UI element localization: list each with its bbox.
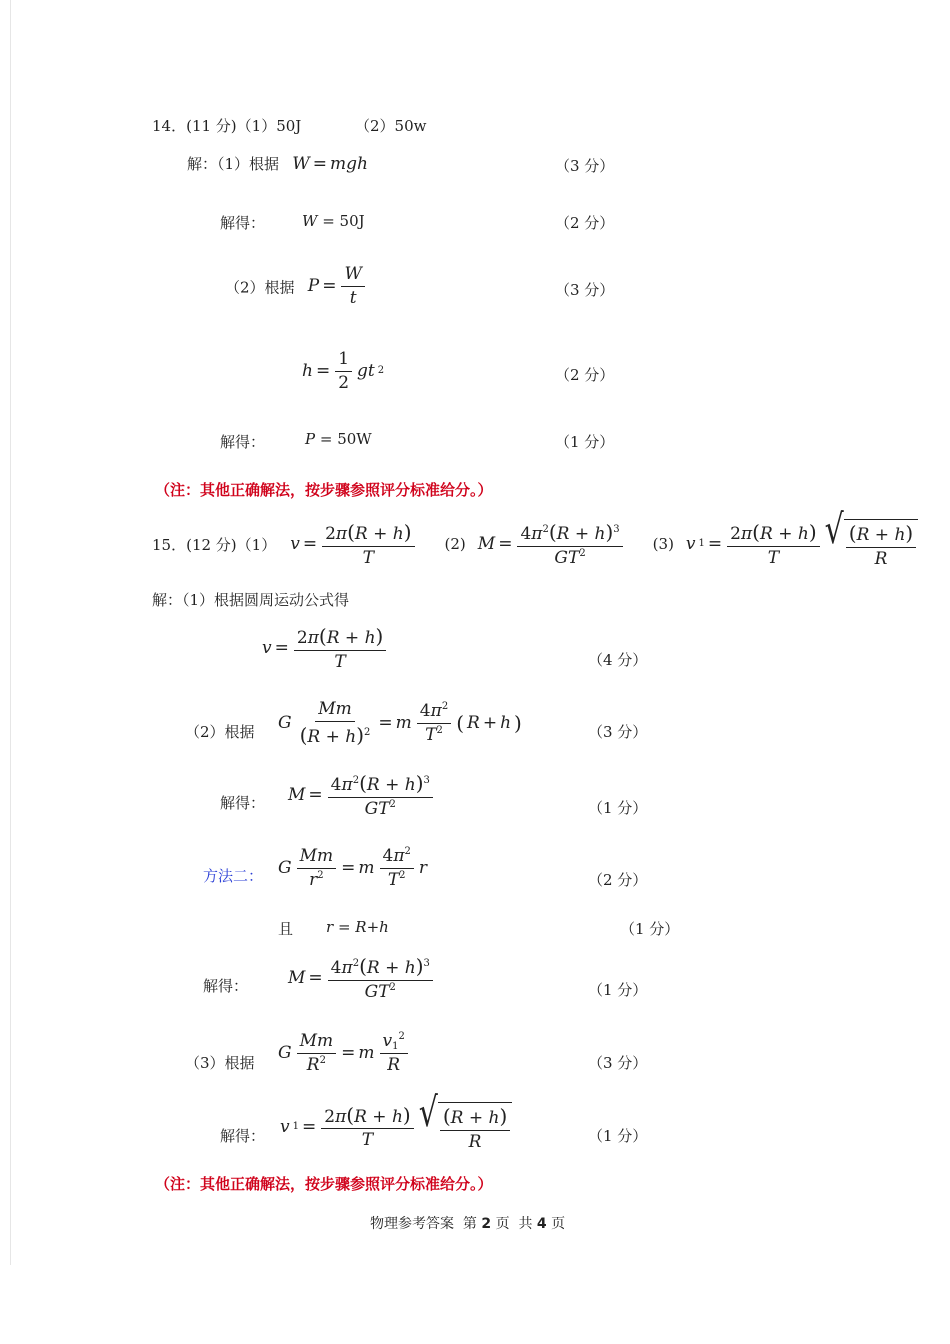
footer-page-number: 2 — [481, 1216, 492, 1232]
q14-score-3a: （3 分） — [555, 157, 615, 175]
footer-subject: 物理参考答案 — [370, 1216, 454, 1232]
q15-score-3b: （3 分） — [588, 1054, 648, 1072]
q14-score-2b: （2 分） — [555, 366, 615, 384]
q15-part1-label: （1） — [236, 535, 277, 554]
scoring-note-1: （注：其他正确解法，按步骤参照评分标准给分。） — [155, 481, 493, 499]
q14-w-result: W = 50J — [302, 212, 365, 230]
q15-score-1c: （1 分） — [588, 981, 648, 999]
q14-score-3b: （3 分） — [555, 281, 615, 299]
q14-jiede-2: 解得： — [220, 433, 266, 451]
q15-score-1b: （1 分） — [620, 920, 680, 938]
page-edge — [10, 0, 11, 1265]
formula-p-w-t: P = $\frac{W}{t}$ — [299, 265, 367, 307]
q14-answer-2: （2）50w — [355, 117, 427, 135]
q15-sol-label: 解：（1）根据圆周运动公式得 — [152, 591, 350, 609]
and-label: 且 — [278, 920, 294, 938]
formula-gravity: G $\frac{Mm}{(R + h)^2}$ = m $\frac{4\pi^2}{T^2}$ ( R + h ) — [278, 699, 522, 747]
method-two-label: 方法二： — [203, 867, 264, 885]
q15-p3-label: （3）根据 — [185, 1054, 255, 1072]
formula-gravity-r: G $\frac{Mm}{r^2}$ = m $\frac{4\pi^2}{T^2}$ r — [278, 846, 428, 890]
footer-di: 第 — [462, 1216, 477, 1232]
scoring-note-2: （注：其他正确解法，按步骤参照评分标准给分。） — [155, 1175, 493, 1193]
q14-p2-line — [225, 265, 367, 307]
formula-centripetal: G $\frac{Mm}{R^2}$ = m $\frac{v_1^2}{R}$ — [278, 1032, 410, 1074]
q14-header — [152, 115, 301, 136]
formula-h-half-gt2: h = $\frac{1}{2}$ gt 2 — [302, 349, 385, 393]
footer-ye: 页 — [495, 1216, 510, 1232]
q15-jiede-2: 解得： — [203, 977, 249, 995]
q15-answer-v1: v 1 = $\frac{2\pi(R + h)}{T}$ √ $\frac{(R + h)}{R}$ — [686, 519, 918, 568]
q15-score-2: （2 分） — [588, 871, 648, 889]
q15-number: 15．(12 分) — [152, 535, 237, 554]
q14-p2-label: （2）根据 — [225, 278, 295, 297]
q15-answer-v: v = $\frac{2\pi(R + h)}{T}$ — [290, 521, 416, 567]
formula-v1: v 1 = $\frac{2\pi(R + h)}{T}$ √ $\frac{(R + h)}{R}$ — [280, 1102, 512, 1151]
r-equals-r-plus-h: r = R+h — [326, 918, 389, 936]
formula-w-mgh: W = mgh — [292, 154, 368, 174]
q14-score-2a: （2 分） — [555, 214, 615, 232]
footer-ye2: 页 — [551, 1216, 566, 1232]
formula-m-1: M = $\frac{4\pi^2(R + h)^3}{GT^2}$ — [288, 772, 435, 818]
q15-part2-label: (2) — [444, 535, 466, 553]
q14-p-result: P = 50W — [305, 430, 372, 448]
q15-score-1d: （1 分） — [588, 1127, 648, 1145]
q14-sol-label: 解：（1）根据 — [187, 155, 280, 173]
formula-m-2: M = $\frac{4\pi^2(R + h)^3}{GT^2}$ — [288, 955, 435, 1001]
q14-jiede-1: 解得： — [220, 214, 266, 232]
q14-sol-line1 — [187, 153, 368, 174]
q15-jiede-3: 解得： — [220, 1127, 266, 1145]
q14-answer-1: （1）50J — [236, 117, 302, 135]
q15-part3-label: (3) — [652, 535, 674, 553]
page-footer — [370, 1213, 565, 1233]
q15-score-4: （4 分） — [588, 651, 648, 669]
q15-header — [152, 506, 918, 570]
footer-gong: 共 — [518, 1216, 533, 1232]
footer-total-pages: 4 — [536, 1216, 547, 1232]
q15-score-1a: （1 分） — [588, 799, 648, 817]
q15-jiede-1: 解得： — [220, 794, 266, 812]
formula-v: v = $\frac{2\pi(R + h)}{T}$ — [262, 625, 388, 671]
q14-score-1: （1 分） — [555, 433, 615, 451]
q15-p2-label: （2）根据 — [185, 723, 255, 741]
q14-number: 14．(11 分) — [152, 117, 237, 135]
q15-score-3a: （3 分） — [588, 723, 648, 741]
q15-answer-m: M = $\frac{4\pi^2(R + h)^3}{GT^2}$ — [478, 521, 625, 567]
